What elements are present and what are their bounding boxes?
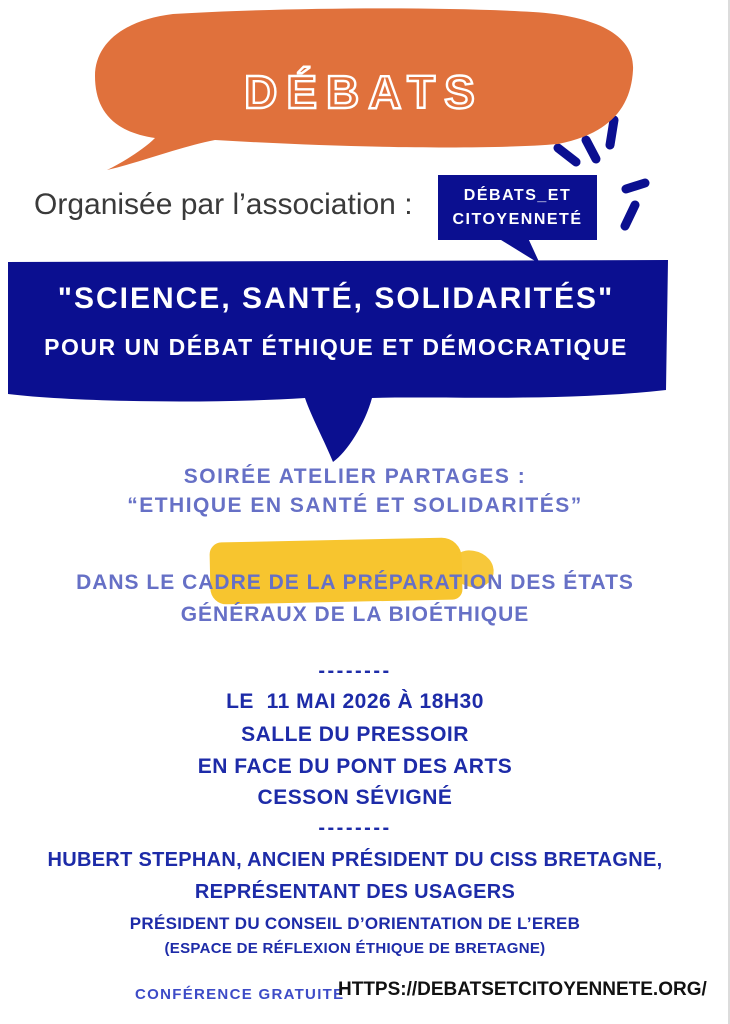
intro-line1: SOIRÉE ATELIER PARTAGES :: [183, 465, 527, 488]
banner-title: "SCIENCE, SANTÉ, SOLIDARITÉS": [57, 282, 615, 315]
intro-line2: “ETHIQUE EN SANTÉ ET SOLIDARITÉS”: [127, 494, 583, 517]
website-url-text: HTTPS://DEBATSETCITOYENNETE.ORG/: [338, 979, 707, 1000]
association-name-line1: DÉBATS_ET: [463, 186, 572, 204]
dash-separator-bottom: --------: [318, 817, 392, 839]
poster-title: DÉBATS: [244, 66, 484, 118]
banner-subtitle: POUR UN DÉBAT ÉTHIQUE ET DÉMOCRATIQUE: [44, 334, 628, 360]
event-venue: SALLE DU PRESSOIR: [241, 723, 469, 746]
speaker-line2: REPRÉSENTANT DES USAGERS: [194, 881, 516, 903]
event-city: CESSON SÉVIGNÉ: [257, 786, 453, 809]
organized-by-text: Organisée par l’association :: [34, 188, 413, 221]
association-name-box: [438, 175, 597, 240]
association-name-line2: CITOYENNETÉ: [452, 210, 583, 228]
speaker-line4: (ESPACE DE RÉFLEXION ÉTHIQUE DE BRETAGNE): [164, 940, 546, 957]
context-line1: DANS LE CADRE DE LA PRÉPARATION DES ÉTATS: [76, 571, 634, 594]
context-line2: GÉNÉRAUX DE LA BIOÉTHIQUE: [180, 603, 530, 626]
event-landmark: EN FACE DU PONT DES ARTS: [197, 755, 513, 778]
free-conference-label: CONFÉRENCE GRATUITE: [135, 986, 345, 1003]
event-datetime: LE 11 MAI 2026 À 18H30: [226, 690, 484, 713]
orange-speech-bubble: [93, 6, 638, 176]
dash-separator-top: --------: [318, 660, 392, 682]
speaker-line1: HUBERT STEPHAN, ANCIEN PRÉSIDENT DU CISS BRETAGNE,: [47, 849, 663, 871]
speaker-line3: PRÉSIDENT DU CONSEIL D’ORIENTATION DE L’EREB: [129, 914, 581, 933]
